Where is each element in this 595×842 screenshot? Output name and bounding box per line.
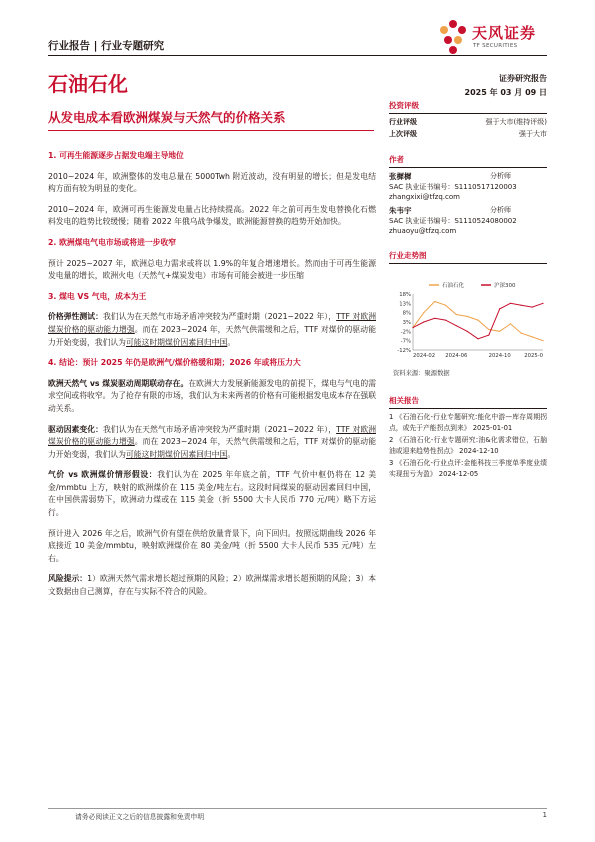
inline-underline: 可能这时期煤价因素回归中国 bbox=[125, 337, 228, 347]
y-tick-label: -7% bbox=[400, 338, 411, 345]
report-date: 2025 年 03 月 09 日 bbox=[464, 88, 547, 97]
data-point bbox=[467, 316, 468, 317]
risk-key: 风险提示： bbox=[48, 574, 88, 584]
data-point bbox=[445, 320, 446, 321]
footer-disclaimer: 请务必阅读正文之后的信息披露和免责申明 bbox=[75, 813, 205, 821]
y-tick-label: 18% bbox=[399, 292, 411, 298]
x-tick-label: 2024-06 bbox=[445, 353, 468, 359]
rating-row bbox=[389, 116, 547, 128]
data-point bbox=[488, 329, 489, 330]
inline-key: 驱动因素变化： bbox=[48, 424, 103, 434]
section-3-heading: 3. 煤电 VS 气电，成本为王 bbox=[48, 291, 147, 301]
author-cert: SAC 执业证书编号：S1110524080002 bbox=[389, 217, 517, 225]
legend-label: 沪深300 bbox=[494, 283, 516, 289]
author-email[interactable]: zhangxixi@tfzq.com bbox=[389, 193, 460, 201]
trend-heading: 行业走势图 bbox=[389, 250, 547, 264]
report-title: 从发电成本看欧洲煤炭与天然气的价格关系 bbox=[48, 110, 286, 125]
inline-text: 。而在 2023~2024 年，天然气供需缓和之后，TTF 对煤价的驱动能力开始变弱，我们认为 bbox=[48, 437, 376, 459]
footer-divider bbox=[48, 808, 547, 809]
data-point bbox=[434, 301, 435, 302]
logo-mark-icon bbox=[436, 18, 470, 56]
inline-key: 价格弹性测试： bbox=[48, 312, 103, 322]
author-name: 朱韦宇 bbox=[389, 206, 412, 215]
trend-chart bbox=[389, 280, 547, 362]
inline-key: 气价 vs 欧洲煤价情形假设： bbox=[48, 470, 158, 480]
sidebar bbox=[389, 100, 547, 264]
data-point bbox=[532, 307, 533, 308]
related-report-item[interactable]: 2 《石油石化-行业专题研究:油&化需求错位，石脑油或迎来趋势性拐点》 2024-12-10 bbox=[389, 436, 547, 455]
related-reports bbox=[389, 395, 547, 481]
data-point bbox=[456, 325, 457, 326]
inline-text: 我们认为在 2025 年年底之前，TTF 气价中枢仍将在 12 美金/mmbtu 上方，映射的欧洲煤价在 115 美金/吨左右。这段时间煤炭的驱动因素回归中国，在中国供需弱势下，欧洲动力煤或在 115 美金（折 5500 大卡人民币 770 元/吨）略下方运行。 bbox=[48, 470, 377, 518]
section-2-paragraph-1: 预计 2025~2027 年，欧洲总电力需求或将以 1.9%的年复合增速增长。然而由于可再生能源发电量的增长，欧洲火电（天然气+煤炭发电）市场有可能会被进一步压缩 bbox=[48, 258, 376, 281]
data-point bbox=[434, 318, 435, 319]
section-4-paragraph-4: 预计进入 2026 年之后，欧洲气价有望在供给放量背景下，向下回归。按照远期曲线 2026 年底接近 10 美金/mmbtu，映射欧洲煤价在 80 美金/吨（折 5500 大卡人民币 535 元/吨）左右。 bbox=[48, 528, 376, 563]
data-point bbox=[499, 331, 500, 332]
risk-text: 1）欧洲天然气需求增长超过预期的风险；2）欧洲煤需求增长超预期的风险；3）本文数据由自己测算，存在与实际不符合的风险。 bbox=[48, 574, 376, 597]
data-point bbox=[521, 305, 522, 306]
section-2-heading: 2. 欧洲煤电气电市场或将进一步收窄 bbox=[48, 237, 177, 247]
brand-name-cn: 天风证券 bbox=[472, 24, 537, 42]
inline-key: 欧洲天然气 vs 煤炭驱动周期联动存在。 bbox=[48, 378, 189, 388]
header-divider bbox=[48, 55, 547, 56]
data-point bbox=[510, 303, 511, 304]
page-number: 1 bbox=[542, 811, 547, 819]
data-point bbox=[532, 336, 533, 337]
author-role: 分析师 bbox=[490, 172, 511, 180]
related-heading: 相关报告 bbox=[389, 395, 547, 409]
inline-text: 。而在 2023~2024 年，天然气供需缓和之后，TTF 对煤价的驱动能力开始变弱，我们认为 bbox=[48, 324, 376, 347]
risk-warning bbox=[48, 573, 376, 598]
data-point bbox=[521, 333, 522, 334]
legend-label: 石油石化 bbox=[442, 283, 465, 289]
sector-title: 石油石化 bbox=[48, 72, 128, 96]
author-cert: SAC 执业证书编号：S1110517120003 bbox=[389, 183, 517, 191]
section-1-heading: 1. 可再生能源逐步占据发电端主导地位 bbox=[48, 151, 184, 160]
inline-text: 在欧洲大力发展新能源发电的前提下，煤电与气电的需求空间或将收窄。为了抢存有限的市场，我们认为未来两者的价格有可能根据发电成本存在强联动关系。 bbox=[48, 378, 376, 413]
author-2 bbox=[389, 205, 547, 236]
data-point bbox=[488, 335, 489, 336]
brand-logo bbox=[436, 18, 556, 60]
related-report-item[interactable]: 1 《石油石化-行业专题研究:能化中游—库存周期拐点，或先于产能拐点到来》 2025-01-01 bbox=[389, 413, 547, 432]
trend-chart-svg bbox=[389, 280, 547, 362]
rating-label: 行业评级 bbox=[389, 118, 417, 126]
section-4-heading: 4. 结论：预计 2025 年仍是欧洲气/煤价格缓和期；2026 年或将压力大 bbox=[48, 358, 301, 368]
data-point bbox=[445, 305, 446, 306]
y-tick-label: -12% bbox=[397, 348, 411, 354]
x-tick-label: 2024-10 bbox=[488, 353, 511, 359]
report-category: 行业报告 | 行业专题研究 bbox=[48, 40, 165, 52]
inline-text: 我们认为在天然气市场矛盾冲突较为严重时期（2021~2022 年）， bbox=[102, 312, 337, 322]
section-4-paragraph-1 bbox=[48, 378, 376, 416]
data-point bbox=[423, 321, 424, 322]
author-name: 张樨樨 bbox=[389, 172, 412, 181]
author-email[interactable]: zhuaoyu@tfzq.com bbox=[389, 227, 457, 235]
inline-text: 我们认为在天然气市场矛盾冲突较为严重时期（2021~2022 年）， bbox=[102, 424, 337, 434]
y-tick-label: 13% bbox=[399, 301, 411, 308]
data-point bbox=[456, 314, 457, 315]
data-point bbox=[477, 320, 478, 321]
inline-underline: TTF 对欧洲煤炭价格的驱动能力增强 bbox=[48, 424, 377, 447]
series-line bbox=[413, 302, 543, 341]
data-point bbox=[412, 327, 413, 328]
inline-underline: TTF 对欧洲煤炭价格的驱动能力增强 bbox=[48, 312, 377, 334]
prev-rating-label: 上次评级 bbox=[389, 130, 417, 138]
y-tick-label: 3% bbox=[402, 320, 411, 326]
x-tick-label: 2024-02 bbox=[413, 353, 436, 359]
brand-name-en: TF SECURITIES bbox=[473, 43, 518, 49]
section-4-paragraph-2 bbox=[48, 424, 376, 462]
section-3-paragraph-1 bbox=[48, 311, 376, 349]
related-report-item[interactable]: 3 《石油石化-行业点评:金能科技三季度单季度业绩实现扭亏为盈》 2024-12-05 bbox=[389, 459, 547, 478]
x-tick-label: 2025-0 bbox=[524, 353, 543, 359]
author-1 bbox=[389, 171, 547, 202]
author-role: 分析师 bbox=[490, 206, 511, 214]
data-point bbox=[510, 323, 511, 324]
chart-source: 资料来源：聚源数据 bbox=[393, 370, 450, 377]
report-type: 证券研究报告 bbox=[499, 74, 547, 83]
data-point bbox=[499, 308, 500, 309]
rating-value: 强于大市(维持评级) bbox=[485, 118, 547, 126]
authors-heading: 作者 bbox=[389, 154, 547, 168]
data-point bbox=[542, 303, 543, 304]
section-1-paragraph-2: 2010~2024 年，欧洲可再生能源发电量占比持续提高。2022 年之前可再生发电替换化石燃料发电的趋势比较缓慢；随着 2022 年俄乌战争爆发，欧洲能源替换的趋势开始加快。 bbox=[48, 204, 376, 227]
main-content bbox=[48, 150, 376, 607]
section-4-paragraph-3 bbox=[48, 469, 376, 519]
section-1-paragraph-1: 2010~2024 年，欧洲整体的发电总量在 5000Twh 附近波动，没有明显的增长；但是发电结构方面有较为明显的变化。 bbox=[48, 171, 376, 194]
data-point bbox=[477, 338, 478, 339]
inline-text: 。 bbox=[227, 337, 236, 347]
y-tick-label: -2% bbox=[400, 329, 411, 336]
inline-text: 。 bbox=[227, 449, 236, 459]
data-point bbox=[542, 340, 543, 341]
data-point bbox=[467, 331, 468, 332]
prev-rating-value: 强于大市 bbox=[519, 130, 547, 138]
rating-heading: 投资评级 bbox=[389, 100, 547, 114]
inline-underline: 可能这时期煤价因素回归中国 bbox=[125, 449, 228, 459]
title-underline bbox=[48, 130, 374, 131]
data-point bbox=[423, 312, 424, 313]
prev-rating-row bbox=[389, 128, 547, 140]
y-tick-label: 8% bbox=[402, 310, 411, 317]
